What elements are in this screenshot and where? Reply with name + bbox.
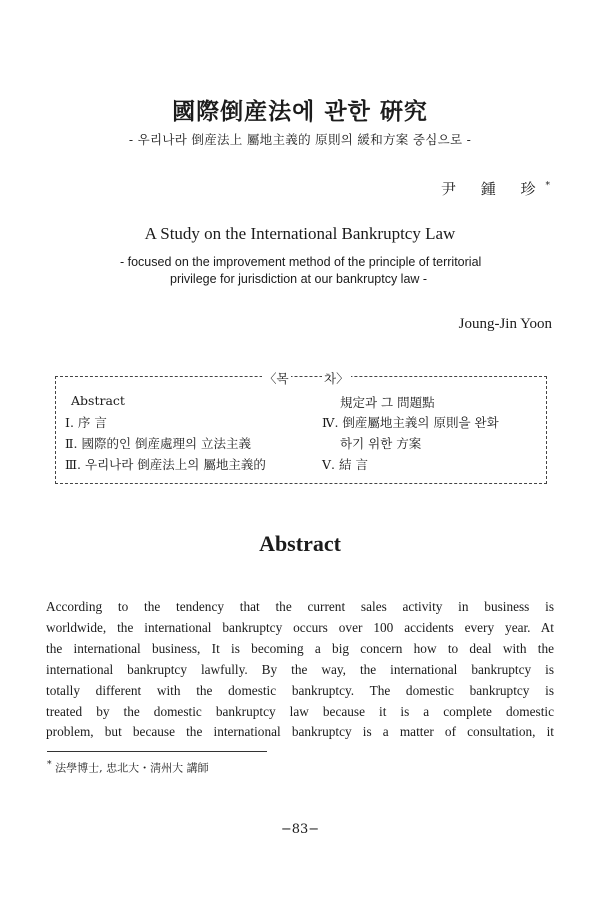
toc-item-section-2: Ⅱ. 國際的인 倒産處理의 立法主義 <box>65 436 252 451</box>
abstract-body <box>46 597 554 743</box>
abstract-line: international bankruptcy lawfully. By the way, the international bankruptcy is <box>46 661 554 677</box>
toc-item-section-3-cont: 規定과 그 問題點 <box>340 395 435 410</box>
toc-item-section-4: Ⅳ. 倒産屬地主義의 原則을 완화 <box>322 415 499 430</box>
author-name-english: Joung-Jin Yoon <box>458 316 552 332</box>
abstract-line: problem, but because the international bankruptcy is a matter of consultation, it <box>46 724 554 740</box>
footnote-marker: * <box>47 759 52 770</box>
toc-heading-right: 차〉 <box>324 371 349 386</box>
author-footnote-marker: * <box>545 181 550 191</box>
abstract-line: According to the tendency that the current sales activity in business is <box>46 599 554 614</box>
paper-subtitle-english-line1: - focused on the improvement method of the principle of territorial <box>120 255 482 269</box>
footnote-divider <box>47 751 267 752</box>
abstract-heading: Abstract <box>259 531 341 556</box>
abstract-line: totally different with the domestic bankruptcy. The domestic bankruptcy is <box>46 682 554 698</box>
footnote <box>47 759 209 776</box>
author-name-korean-text: 尹 鍾 珍 <box>440 180 546 198</box>
toc-item-section-3: Ⅲ. 우리나라 倒産法上의 屬地主義的 <box>65 457 266 472</box>
toc-item-section-4-cont: 하기 위한 方案 <box>340 436 422 451</box>
paper-title-english: A Study on the International Bankruptcy Law <box>144 224 456 243</box>
abstract-line: treated by the domestic bankruptcy law because it is a complete domestic <box>46 703 554 719</box>
author-name-korean <box>441 178 550 199</box>
toc-item-introduction: Ⅰ. 序 言 <box>65 415 107 430</box>
page-number: −83− <box>280 822 320 837</box>
paper-subtitle-korean: - 우리나라 倒産法上 屬地主義的 原則의 緩和方案 중심으로 - <box>128 132 472 147</box>
toc-item-abstract: Abstract <box>71 393 125 408</box>
paper-subtitle-english-line2: privilege for jurisdiction at our bankruptcy law - <box>170 272 428 286</box>
toc-heading-left: 〈목 <box>264 371 289 386</box>
toc-item-conclusion: Ⅴ. 結 言 <box>322 457 368 472</box>
footnote-text: 法學博士, 忠北大・淸州大 講師 <box>55 761 209 775</box>
abstract-line: the international business, It is becoming a big concern how to deal with the <box>46 640 554 656</box>
paper-title-korean: 國際倒産法에 관한 硏究 <box>172 98 428 125</box>
abstract-line: worldwide, the international bankruptcy occurs over 100 accidents every year. At <box>46 619 554 635</box>
